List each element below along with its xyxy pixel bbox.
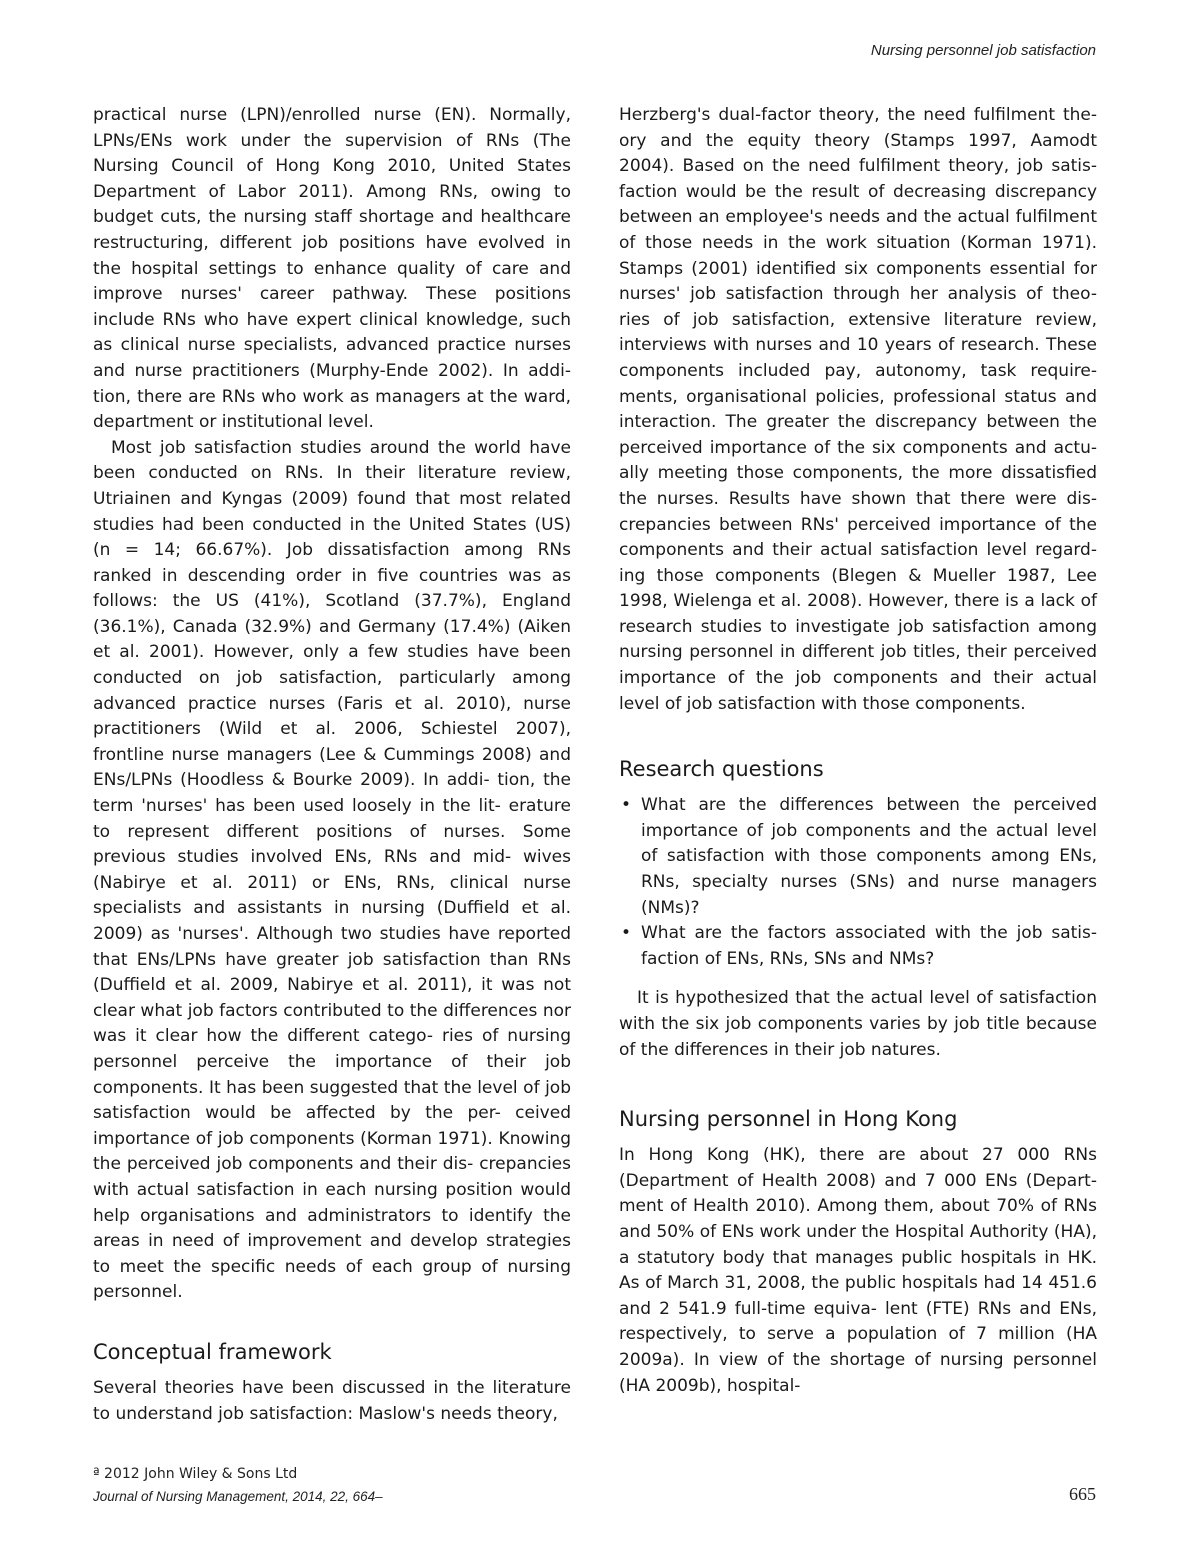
right-column [619,103,1097,1399]
section-heading-research-questions: Research questions [619,757,824,782]
page-number: 665 [1069,1484,1096,1504]
paragraph: practical nurse (LPN)/enrolled nurse (EN). Normally, LPNs/ENs work under the supervision of RNs (The Nursing Council of Hong Kong 2010, United States Department of Labor 2011). Among RNs, owing to budget cuts, the nursing staff shortage and healthcare restructuring, different job positions have evolved in the hospital settings to enhance quality of care and improve nurses' career pathway. These positions include RNs who have expert clinical knowledge, such as clinical nurse specialists, advanced practice nurses and nurse practitioners (Murphy-Ende 2002). In addi- tion, there are RNs who work as managers at the ward, department or institutional level. [93,105,571,433]
paragraph: Several theories have been discussed in the literature to understand job satisfaction: Maslow's needs theory, [93,1377,571,1424]
list-item: • What are the differences between the perceived importance of job components and the actual level of satisfaction with those components among ENs, RNs, specialty nurses (SNs) and nurse managers (NMs)? [619,793,1097,921]
paragraph: Most job satisfaction studies around the world have been conducted on RNs. In their literature review, Utriainen and Kyngas (2009) found that most related studies had been conducted in the United States (US) (n = 14; 66.67%). Job dissatisfaction among RNs ranked in descending order in five countries was as follows: the US (41%), Scotland (37.7%), England (36.1%), Canada (32.9%) and Germany (17.4%) (Aiken et al. 2001). However, only a few studies have been conducted on job satisfaction, particularly among advanced practice nurses (Faris et al. 2010), nurse practitioners (Wild et al. 2006, Schiestel 2007), frontline nurse managers (Lee & Cummings 2008) and ENs/LPNs (Hoodless & Bourke 2009). In addi- tion, the term 'nurses' has been used loosely in the lit- erature to represent different positions of nurses. Some previous studies involved ENs, RNs and mid- wives (Nabirye et al. 2011) or ENs, RNs, clinical nurse specialists and assistants in nursing (Duffield et al. 2009) as 'nurses'. Although two studies have reported that ENs/LPNs have greater job satisfaction than RNs (Duffield et al. 2009, Nabirye et al. 2011), it was not clear what job factors contributed to the differences nor was it clear how the different catego- ries of nursing personnel perceive the importance of their job components. It has been suggested that the level of job satisfaction would be affected by the per- ceived importance of job components (Korman 1971). Knowing the perceived job components and their dis- crepancies with actual satisfaction in each nursing position would help organisations and administrators to identify the areas in need of improvement and develop strategies to meet the specific needs of each group of nursing personnel. [93,437,571,1303]
paragraph-hypothesis: It is hypothesized that the actual level of satisfaction with the six job components varies by job title because of the differences in their job natures. [619,988,1097,1060]
list-item: • What are the factors associated with the job satis- faction of ENs, RNs, SNs and NMs? [619,921,1097,972]
journal-citation: Journal of Nursing Management, 2014, 22, 664– [93,1489,383,1504]
paragraph: In Hong Kong (HK), there are about 27 000 RNs (Department of Health 2008) and 7 000 ENs (Depart- ment of Health 2010). Among them, about 70% of RNs and 50% of ENs work under the Hospital Authority (HA), a statutory body that manages public hospitals in HK. As of March 31, 2008, the public hospitals had 14 451.6 and 2 541.9 full-time equiva- lent (FTE) RNs and ENs, respectively, to serve a population of 7 million (HA 2009a). In view of the shortage of nursing personnel (HA 2009b), hospital- [619,1145,1097,1396]
research-questions-list [619,793,1097,972]
section-heading-nursing-personnel-hong-kong: Nursing personnel in Hong Kong [619,1107,958,1132]
copyright-notice: ª 2012 John Wiley & Sons Ltd [93,1466,298,1482]
running-title: Nursing personnel job satisfaction [870,42,1096,59]
section-heading-conceptual-framework: Conceptual framework [93,1339,332,1364]
left-column [93,103,571,1427]
paragraph: Herzberg's dual-factor theory, the need fulfilment the- ory and the equity theory (Stamps 1997, Aamodt 2004). Based on the need fulfilment theory, job satis- faction would be the result of decreasing discrepancy between an employee's needs and the actual fulfilment of those needs in the work situation (Korman 1971). Stamps (2001) identified six components essential for nurses' job satisfaction through her analysis of theo- ries of job satisfaction, extensive literature review, interviews with nurses and 10 years of research. These components included pay, autonomy, task require- ments, organisational policies, professional status and interaction. The greater the discrepancy between the perceived importance of the six components and actu- ally meeting those components, the more dissatisfied the nurses. Results have shown that there were dis- crepancies between RNs' perceived importance of the components and their actual satisfaction level regard- ing those components (Blegen & Mueller 1987, Lee 1998, Wielenga et al. 2008). However, there is a lack of research studies to investigate job satisfaction among nursing personnel in different job titles, their perceived importance of the job components and their actual level of job satisfaction with those components. [619,105,1097,714]
